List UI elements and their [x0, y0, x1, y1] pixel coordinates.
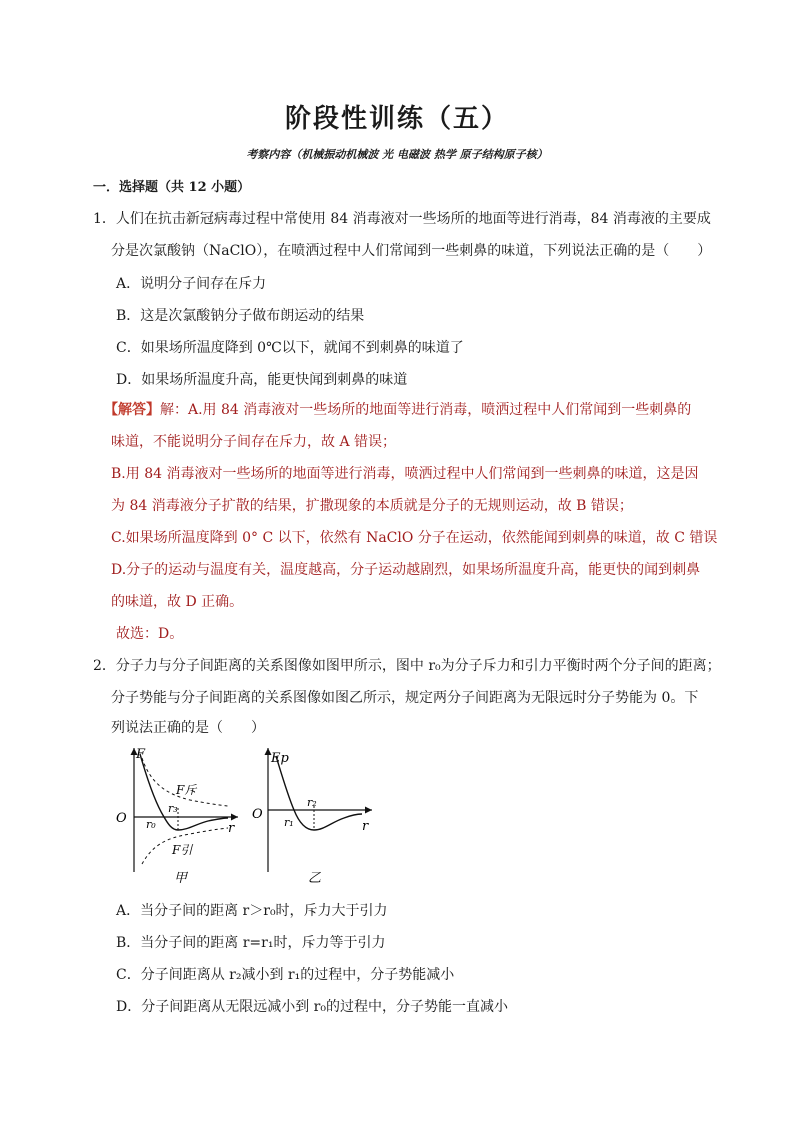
left-caption: 甲 [174, 871, 188, 886]
answer-tag: 【解答】 [104, 402, 160, 418]
q2-stem-line-2: 分子势能与分子间距离的关系图像如图乙所示，规定两分子间距离为无限远时分子势能为 0。下 [111, 690, 699, 706]
q2-stem-line-3: 列说法正确的是（ ） [111, 720, 265, 736]
q2-option-c: C．分子间距离从 r₂减小到 r₁的过程中，分子势能减小 [116, 967, 455, 983]
section-heading: 一．选择题（共 12 小题） [93, 180, 251, 195]
q1-answer-choice: 故选：D。 [116, 626, 184, 642]
force-axis-label: F [136, 747, 146, 762]
r2-label: r₂ [307, 796, 317, 809]
q1-option-d: D．如果场所温度升高，能更快闻到刺鼻的味道 [116, 372, 408, 388]
right-caption: 乙 [308, 871, 322, 886]
q2-option-b: B．当分子间的距离 r=r₁时，斥力等于引力 [116, 935, 386, 951]
q2-option-d: D．分子间距离从无限远减小到 r₀的过程中，分子势能一直减小 [116, 999, 508, 1015]
q1-answer-line-6: D.分子的运动与温度有关，温度越高，分子运动越剧烈，如果场所温度升高，能更快的闻到刺鼻 [111, 562, 701, 578]
q1-answer-line-4: 为 84 消毒液分子扩散的结果，扩撒现象的本质就是分子的无规则运动，故 B 错误； [111, 498, 633, 514]
page-subtitle: 考察内容（机械振动机械波 光 电磁波 热学 原子结构原子核） [246, 148, 548, 161]
q2-option-a: A．当分子间的距离 r＞r₀时，斥力大于引力 [116, 903, 388, 919]
ep-origin-label: O [252, 807, 263, 822]
q2-stem-line-1: 2．分子力与分子间距离的关系图像如图甲所示，图中 r₀为分子斥力和引力平衡时两个分子间的距离； [93, 658, 721, 674]
r0-label: r₀ [146, 818, 156, 831]
q1-answer-line-1 [104, 399, 691, 419]
r3-label: r₃ [168, 802, 178, 815]
q1-answer-text-1: 解：A.用 84 消毒液对一些场所的地面等进行消毒，喷洒过程中人们常闻到一些刺鼻的 [160, 402, 692, 418]
force-graph [116, 747, 238, 886]
q1-answer-line-3: B.用 84 消毒液对一些场所的地面等进行消毒，喷洒过程中人们常闻到一些刺鼻的味道，这是因 [111, 466, 699, 482]
force-r-label: r [228, 821, 235, 836]
repulsive-label: F斥 [176, 783, 197, 797]
q1-stem-line-1: 1．人们在抗击新冠病毒过程中常使用 84 消毒液对一些场所的地面等进行消毒，84 消毒液的主要成 [93, 211, 711, 227]
q1-stem-line-2: 分是次氯酸钠（NaClO），在喷洒过程中人们常闻到一些刺鼻的味道，下列说法正确的是（ ） [111, 243, 712, 259]
q1-option-c: C．如果场所温度降到 0℃以下，就闻不到刺鼻的味道了 [116, 340, 464, 356]
force-origin-label: O [116, 811, 127, 826]
q1-answer-line-2: 味道，不能说明分子间存在斥力，故 A 错误； [111, 434, 397, 450]
potential-energy-graph [252, 748, 372, 886]
q1-answer-line-7: 的味道，故 D 正确。 [111, 594, 244, 610]
attractive-label: F引 [172, 843, 193, 857]
q1-answer-line-5: C.如果场所温度降到 0° C 以下，依然有 NaClO 分子在运动，依然能闻到刺鼻的味道，故 C 错误 [111, 530, 718, 546]
q1-option-b: B．这是次氯酸钠分子做布朗运动的结果 [116, 308, 365, 324]
q1-option-a: A．说明分子间存在斥力 [116, 276, 267, 292]
page-title: 阶段性训练（五） [284, 104, 509, 134]
ep-r-label: r [362, 819, 369, 834]
ep-axis-label: Ep [271, 751, 289, 766]
q2-figure [110, 742, 390, 892]
r1-label: r₁ [284, 816, 294, 829]
